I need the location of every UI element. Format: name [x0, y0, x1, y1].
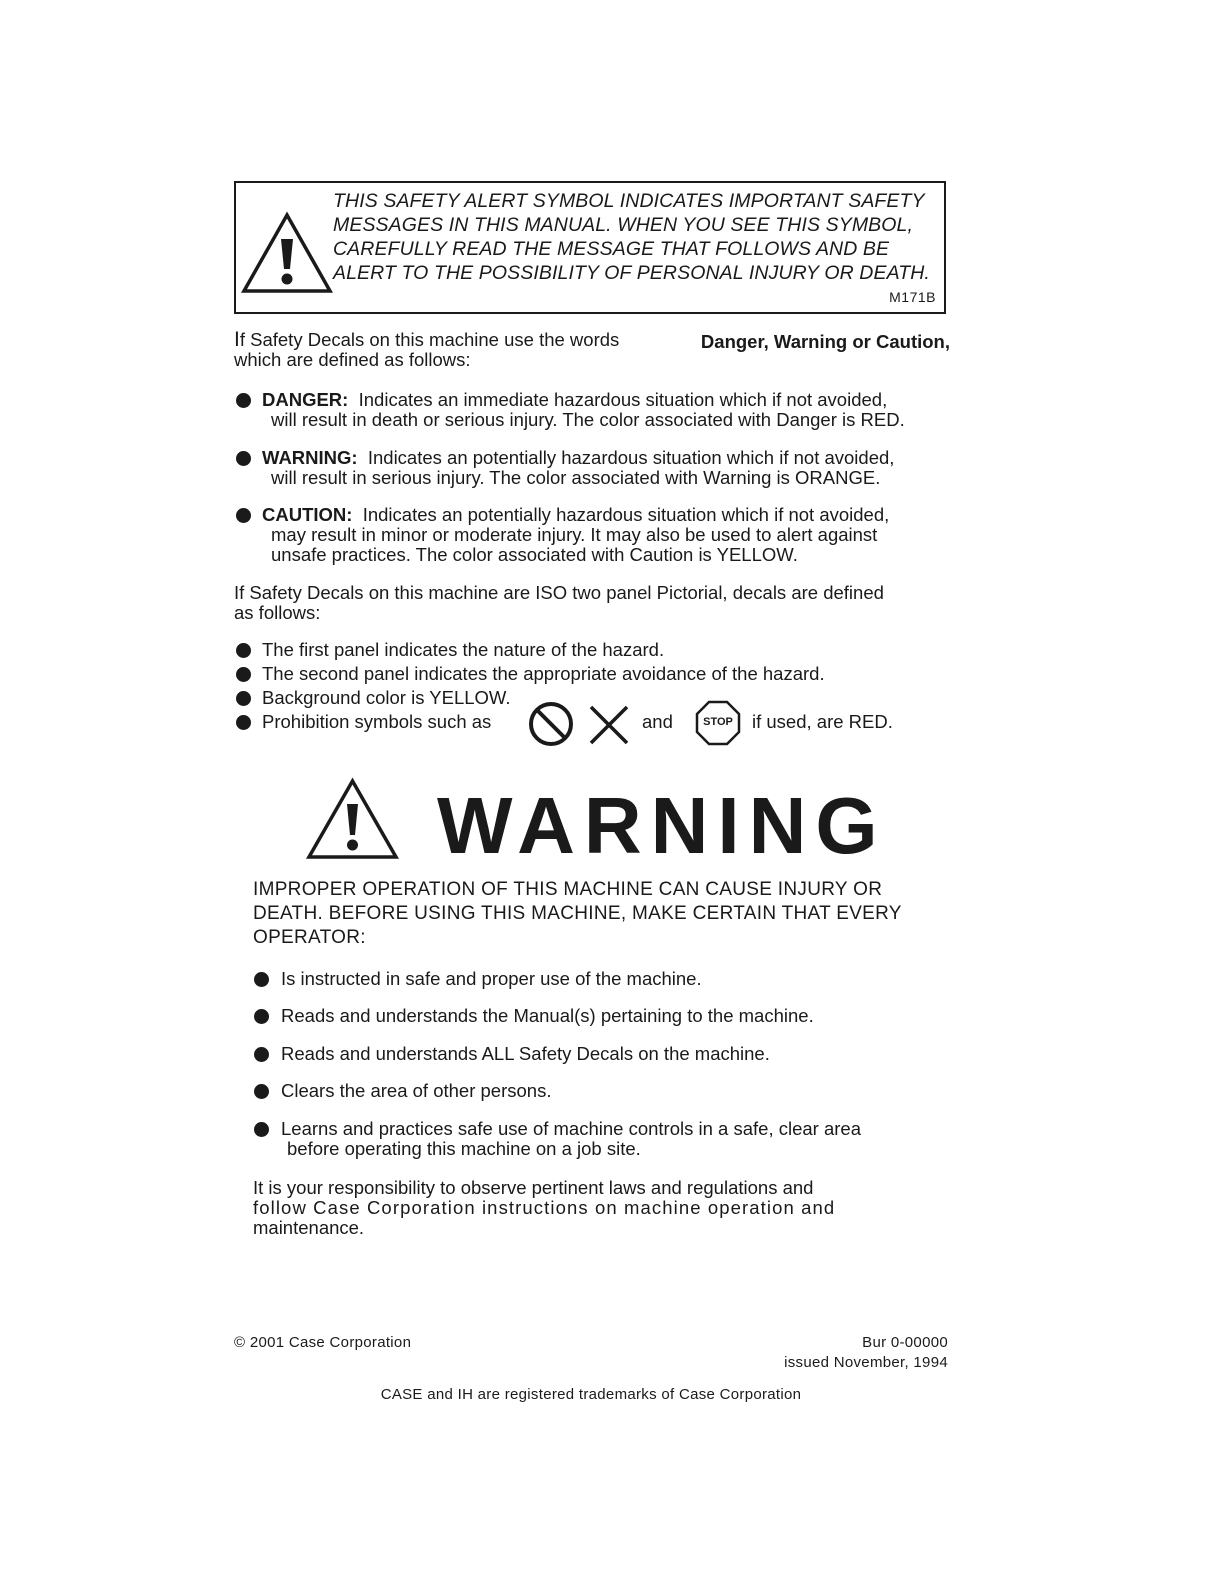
prohibition-x-icon — [588, 704, 630, 746]
responsibility-line: maintenance. — [253, 1217, 365, 1238]
intro-bold-terms: Danger, Warning or Caution, — [700, 331, 950, 352]
iso-bullet-text: The second panel indicates the appropriate avoidance of the hazard. — [262, 663, 825, 684]
responsibility-paragraph — [253, 1178, 835, 1238]
intro-line-2: which are defined as follows: — [234, 349, 471, 370]
alert-code: M171B — [889, 289, 936, 305]
bullet-icon — [236, 451, 251, 466]
definition-term: CAUTION: — [262, 504, 353, 525]
bullet-icon — [254, 1122, 269, 1137]
prohibition-circle-icon — [526, 700, 576, 748]
iso-bullet-text: The first panel indicates the nature of the hazard. — [262, 639, 665, 660]
warning-title: WARNING — [437, 781, 887, 870]
bullet-icon — [236, 667, 251, 682]
alert-line: ALERT TO THE POSSIBILITY OF PERSONAL INJURY OR DEATH. — [333, 262, 930, 284]
bullet-icon — [254, 972, 269, 987]
iso-paragraph — [234, 583, 950, 623]
bullet-icon — [236, 393, 251, 408]
warning-bullet-text: Clears the area of other persons. — [281, 1080, 552, 1101]
warning-triangle-icon — [240, 211, 334, 295]
definition-text: will result in death or serious injury. The color associated with Danger is RED. — [271, 409, 905, 430]
iso-bullet-text: Background color is YELLOW. — [262, 687, 511, 708]
intro-paragraph — [234, 330, 950, 370]
definition-text: will result in serious injury. The color associated with Warning is ORANGE. — [271, 467, 881, 488]
warning-bullet-text: Learns and practices safe use of machine controls in a safe, clear area — [281, 1118, 861, 1139]
alert-line: CAREFULLY READ THE MESSAGE THAT FOLLOWS AND BE — [333, 238, 890, 260]
warning-bullet-text: Reads and understands the Manual(s) pertaining to the machine. — [281, 1005, 814, 1026]
iso-line: as follows: — [234, 602, 321, 623]
alert-line: MESSAGES IN THIS MANUAL. WHEN YOU SEE THIS SYMBOL, — [333, 214, 914, 236]
responsibility-line: It is your responsibility to observe pertinent laws and regulations and — [253, 1177, 814, 1198]
bullet-icon — [236, 715, 251, 730]
intro-first-letter: I — [234, 328, 240, 351]
definition-text: Indicates an potentially hazardous situation which if not avoided, — [362, 504, 890, 525]
bullet-icon — [254, 1047, 269, 1062]
prohibition-suffix: if used, are RED. — [752, 711, 893, 732]
safety-alert-box — [234, 181, 946, 314]
issued-date: issued November, 1994 — [784, 1354, 948, 1371]
bullet-icon — [254, 1084, 269, 1099]
definition-text: may result in minor or moderate injury. It may also be used to alert against — [271, 524, 878, 545]
warning-bullet-text: Is instructed in safe and proper use of the machine. — [281, 968, 702, 989]
warning-message-line: IMPROPER OPERATION OF THIS MACHINE CAN CAUSE INJURY OR — [253, 879, 883, 900]
intro-text: f Safety Decals on this machine use the words — [239, 329, 620, 350]
warning-message — [253, 878, 902, 950]
warning-message-line: DEATH. BEFORE USING THIS MACHINE, MAKE CERTAIN THAT EVERY — [253, 903, 902, 924]
copyright: © 2001 Case Corporation — [234, 1334, 412, 1351]
stop-sign-icon — [695, 700, 741, 746]
warning-message-line: OPERATOR: — [253, 927, 366, 948]
definition-text: Indicates an potentially hazardous situation which if not avoided, — [367, 447, 895, 468]
bullet-icon — [254, 1009, 269, 1024]
bullet-icon — [236, 691, 251, 706]
document-number: Bur 0-00000 — [862, 1334, 948, 1351]
iso-bullet-text: Prohibition symbols such as — [262, 711, 492, 732]
bullet-icon — [236, 508, 251, 523]
warning-bullet-text: Reads and understands ALL Safety Decals on the machine. — [281, 1043, 770, 1064]
definition-term: DANGER: — [262, 389, 349, 410]
warning-triangle-icon — [305, 777, 400, 861]
trademark-notice: CASE and IH are registered trademarks of Case Corporation — [380, 1386, 802, 1403]
prohibition-and: and — [642, 711, 673, 732]
definition-text: Indicates an immediate hazardous situation which if not avoided, — [358, 389, 888, 410]
responsibility-line: follow Case Corporation instructions on machine operation and — [253, 1197, 836, 1218]
definition-term: WARNING: — [262, 447, 358, 468]
iso-line: If Safety Decals on this machine are ISO two panel Pictorial, decals are defined — [234, 582, 884, 603]
alert-line: THIS SAFETY ALERT SYMBOL INDICATES IMPORTANT SAFETY — [333, 190, 925, 212]
bullet-icon — [236, 643, 251, 658]
warning-bullet-text: before operating this machine on a job site. — [287, 1138, 641, 1159]
alert-message — [333, 189, 941, 285]
stop-label: STOP — [703, 716, 733, 728]
definition-text: unsafe practices. The color associated with Caution is YELLOW. — [271, 544, 798, 565]
